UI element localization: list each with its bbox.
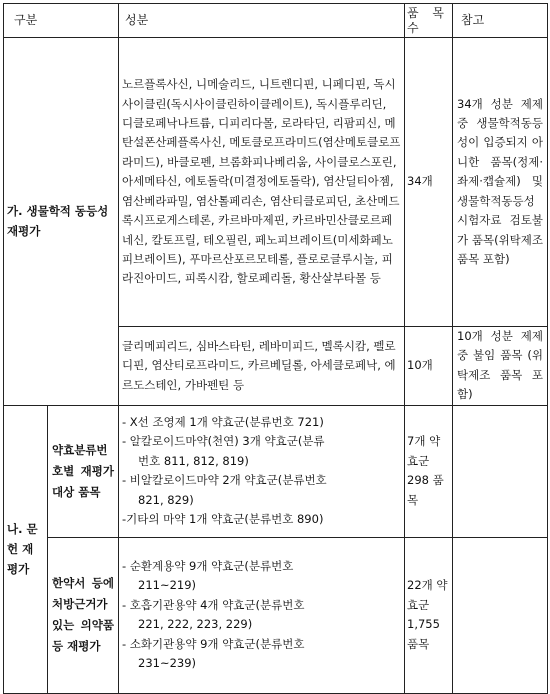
sub2-title: 한약서 등에 처방근거가 있는 의약품 등 재평가 — [48, 537, 119, 693]
sub1-title: 약효분류번호별 재평가 대상 품목 — [48, 405, 119, 537]
sub1-item: - 알칼로이드마약(천연) 3개 약효군(분류 — [122, 434, 325, 449]
sub1-count: 7개 약효군 298 품목 — [405, 405, 453, 537]
section-ga-title: 가. 생물학적 동등성 재평가 — [4, 38, 119, 406]
note-1: 34개 성분 제제 중 생물학적동등성이 입증되지 아니한 품목(정제·좌제·캡슐제) 및 생물학적동등성 시험자료 검토불가 품목(위탁제조 품목 포함) — [453, 38, 548, 327]
sub1-note — [453, 405, 548, 537]
reevaluation-table — [3, 3, 548, 694]
sub1-item: -기타의 마약 1개 약효군(분류번호 890) — [122, 511, 324, 526]
header-gubun: 구분 — [4, 4, 119, 38]
sub2-count: 22개 약효군 1,755품목 — [405, 537, 453, 693]
sub1-item: 번호 811, 812, 819) — [138, 453, 249, 468]
sub2-item: - 순환계용약 9개 약효군(분류번호 — [122, 558, 294, 573]
sub1-items — [119, 405, 405, 537]
sub2-item: - 소화기관용약 9개 약효군(분류번호 — [122, 636, 305, 651]
count-2: 10개 — [405, 327, 453, 406]
ingredient-list-1: 노르플록사신, 니메술리드, 니트렌디핀, 니페디핀, 독시사이클린(독시사이클린하이클레이트), 독시플루리딘, 디클로페낙나트륨, 디피리다몰, 로라타딘, 리팜피신, 메탄설폰산페플록사신, 메토클로프라미드(염산메토클로프라미드), 바클로펜, 브롬화피나베리움, 사이클로스포린, 아세메타신, 에토돌락(미결정에토돌락), 염산딜티아젬, 염산베라파밀, 염산톨페리손, 염산티클로피딘, 초산메드록시프로게스테론, 카르바마제핀, 카르바민산클로르페네신, 칼토프릴, 테오필린, 페노피브레이트(미세화페노피브레이트), 푸마르산포르모테롤, 플로로글루시놀, 피라진아미드, 피록시캄, 할로페리돌, 황산살부타몰 등 — [119, 38, 405, 327]
sub2-item: - 호흡기관용약 4개 약효군(분류번호 — [122, 597, 305, 612]
sub1-item: - X선 조영제 1개 약효군(분류번호 721) — [122, 414, 324, 429]
section-na-title: 나. 문헌 재평가 — [4, 405, 48, 693]
sub2-item: 211~219) — [138, 578, 197, 593]
ingredient-list-2: 글리메피리드, 심바스타틴, 레바미피드, 멜록시캄, 펠로디핀, 염산티로프라미드, 카르베딜롤, 아세클로페낙, 에르도스테인, 가바펜틴 등 — [119, 327, 405, 406]
count-1: 34개 — [405, 38, 453, 327]
sub1-item: - 비알칼로이드마약 2개 약효군(분류번호 — [122, 473, 327, 488]
sub2-item: 231~239) — [138, 655, 197, 670]
sub2-items — [119, 537, 405, 693]
header-chamgo: 참고 — [453, 4, 548, 38]
sub2-item: 221, 222, 223, 229) — [138, 617, 253, 632]
header-pummok: 품 목 수 — [405, 4, 453, 38]
note-2: 10개 성분 제제 중 불임 품목 (위탁제조 품목 포함) — [453, 327, 548, 406]
sub2-note — [453, 537, 548, 693]
sub1-item: 821, 829) — [138, 492, 194, 507]
header-sungbun: 성분 — [119, 4, 405, 38]
